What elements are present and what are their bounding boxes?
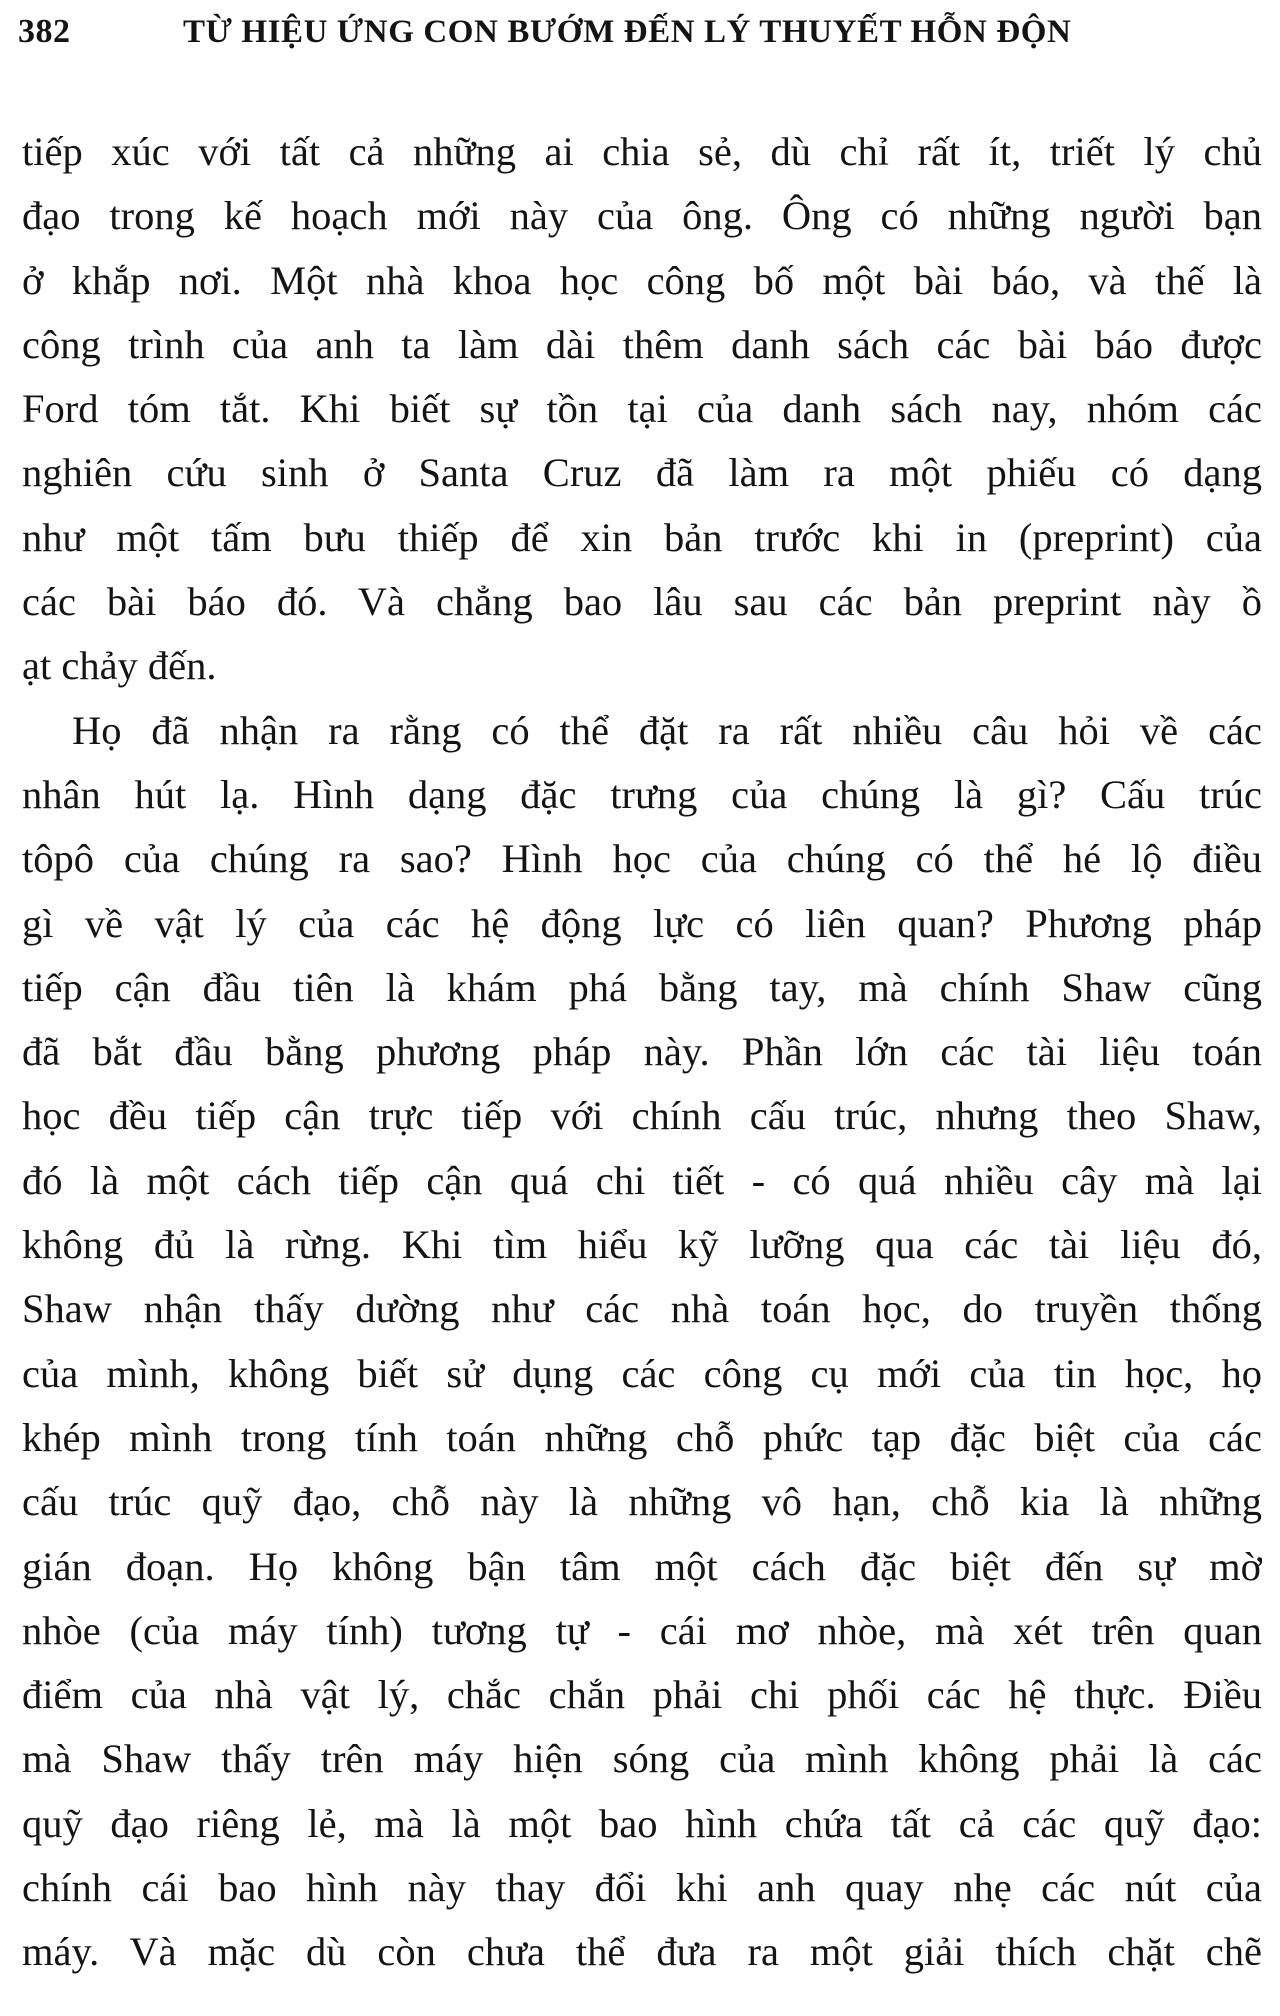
- text-line: công trình của anh ta làm dài thêm danh sách các bài báo được: [22, 321, 1262, 367]
- text-line: Shaw nhận thấy dường như các nhà toán học, do truyền thống: [22, 1286, 1262, 1332]
- text-line: đó là một cách tiếp cận quá chi tiết - có quá nhiều cây mà lại: [22, 1157, 1262, 1203]
- text-line: khép mình trong tính toán những chỗ phức tạp đặc biệt của các: [22, 1414, 1262, 1460]
- text-line: các bài báo đó. Và chẳng bao lâu sau các bản preprint này ồ: [22, 579, 1262, 625]
- text-line: đã bắt đầu bằng phương pháp này. Phần lớn các tài liệu toán: [22, 1029, 1262, 1075]
- text-line: điểm của nhà vật lý, chắc chắn phải chi phối các hệ thực. Điều: [22, 1672, 1262, 1718]
- body-text: [22, 120, 1262, 1985]
- text-line: tiếp xúc với tất cả những ai chia sẻ, dù chỉ rất ít, triết lý chủ: [22, 129, 1262, 174]
- text-line: không đủ là rừng. Khi tìm hiểu kỹ lưỡng qua các tài liệu đó,: [22, 1222, 1262, 1268]
- text-line: nghiên cứu sinh ở Santa Cruz đã làm ra một phiếu có dạng: [22, 450, 1262, 496]
- text-line: ạt chảy đến.: [22, 643, 217, 689]
- chapter-title: TỪ HIỆU ỨNG CON BƯỚM ĐẾN LÝ THUYẾT HỖN ĐỘN: [183, 14, 1072, 50]
- text-line: gì về vật lý của các hệ động lực có liên quan? Phương pháp: [22, 900, 1262, 946]
- text-line: như một tấm bưu thiếp để xin bản trước khi in (preprint) của: [22, 514, 1262, 560]
- text-line: gián đoạn. Họ không bận tâm một cách đặc biệt đến sự mờ: [22, 1543, 1262, 1589]
- text-line: Họ đã nhận ra rằng có thể đặt ra rất nhiều câu hỏi về các: [72, 707, 1262, 753]
- text-line: quỹ đạo riêng lẻ, mà là một bao hình chứa tất cả các quỹ đạo:: [22, 1800, 1262, 1846]
- text-line: của mình, không biết sử dụng các công cụ mới của tin học, họ: [22, 1350, 1262, 1396]
- text-line: Ford tóm tắt. Khi biết sự tồn tại của danh sách nay, nhóm các: [22, 386, 1262, 432]
- text-line: học đều tiếp cận trực tiếp với chính cấu trúc, nhưng theo Shaw,: [22, 1093, 1262, 1139]
- text-line: nhòe (của máy tính) tương tự - cái mơ nhòe, mà xét trên quan: [22, 1607, 1262, 1653]
- text-line: đạo trong kế hoạch mới này của ông. Ông có những người bạn: [22, 193, 1262, 239]
- page-number: 382: [18, 13, 71, 50]
- text-line: ở khắp nơi. Một nhà khoa học công bố một bài báo, và thế là: [22, 257, 1262, 303]
- paragraph-1: [22, 120, 1262, 699]
- text-line: nhân hút lạ. Hình dạng đặc trưng của chúng là gì? Cấu trúc: [22, 771, 1262, 817]
- text-line: mà Shaw thấy trên máy hiện sóng của mình không phải là các: [22, 1736, 1262, 1782]
- text-line: tiếp cận đầu tiên là khám phá bằng tay, mà chính Shaw cũng: [22, 964, 1262, 1010]
- text-line: cấu trúc quỹ đạo, chỗ này là những vô hạn, chỗ kia là những: [22, 1479, 1262, 1525]
- text-line: chính cái bao hình này thay đổi khi anh quay nhẹ các nút của: [22, 1865, 1262, 1911]
- text-line: máy. Và mặc dù còn chưa thể đưa ra một giải thích chặt chẽ: [22, 1929, 1262, 1975]
- running-header: [18, 6, 1268, 58]
- text-line: tôpô của chúng ra sao? Hình học của chúng có thể hé lộ điều: [22, 836, 1262, 882]
- paragraph-2: [22, 699, 1262, 1985]
